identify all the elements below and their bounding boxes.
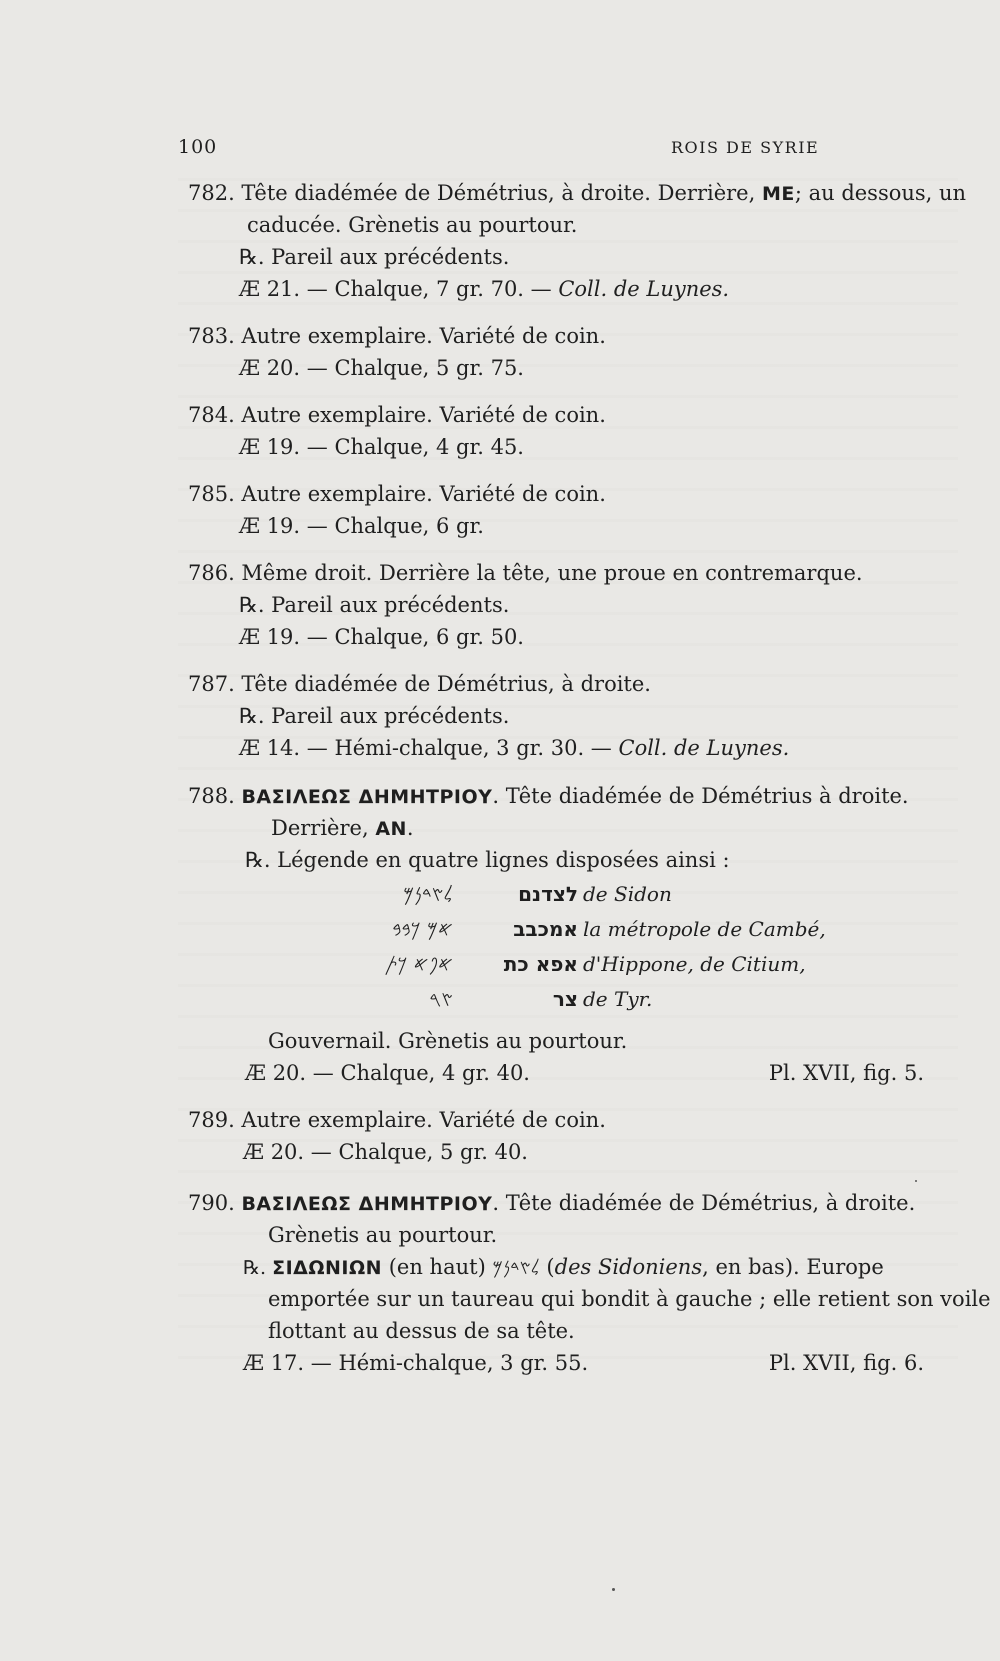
- paper-speck: [612, 1588, 615, 1591]
- reverse-line: ℞. Légende en quatre lignes disposées ainsi :: [245, 848, 730, 872]
- legend-line-4: [218, 987, 718, 1019]
- reverse-line: ℞. Pareil aux précédents.: [239, 593, 510, 617]
- catalog-entry-787: [188, 668, 928, 764]
- paper-speck: [915, 1180, 917, 1182]
- legend-line-3: [218, 952, 806, 984]
- phoenician-legend: 𐤋𐤑𐤃𐤍𐤌: [403, 882, 453, 906]
- entry-line: 786. Même droit. Derrière la tête, une proue en contremarque.: [188, 561, 863, 585]
- entry-line: flottant au dessus de sa tête.: [268, 1319, 575, 1343]
- reverse-line: ℞. Pareil aux précédents.: [239, 245, 510, 269]
- phoenician-legend: 𐤀𐤌 𐤊𐤁𐤁: [392, 917, 453, 941]
- running-title: ROIS DE SYRIE: [671, 138, 820, 157]
- catalog-entry-785: [188, 478, 928, 542]
- running-header: [178, 136, 926, 162]
- greek-legend: ME: [761, 183, 795, 205]
- weight-line: Æ 14. — Hémi-chalque, 3 gr. 30. — Coll. de Luynes.: [239, 736, 790, 760]
- entry-line: 788. ΒΑΣΙΛΕΩΣ ΔΗΜΗΤΡΙΟΥ. Tête diadémée de Démétrius à droite.: [188, 784, 909, 808]
- weight-line: Æ 17. — Hémi-chalque, 3 gr. 55. Pl. XVII, fig. 6.: [188, 1347, 928, 1379]
- legend-translation: de Tyr.: [583, 987, 653, 1011]
- hebrew-transcription: צר: [552, 987, 578, 1011]
- greek-legend: AN: [375, 818, 407, 840]
- hebrew-transcription: אפא כת: [503, 952, 578, 976]
- phoenician-legend: 𐤑𐤓: [429, 987, 453, 1011]
- weight-line: Æ 19. — Chalque, 6 gr.: [239, 514, 484, 538]
- weight-line: Æ 19. — Chalque, 6 gr. 50.: [239, 625, 524, 649]
- entry-line: Derrière, AN.: [271, 816, 414, 840]
- entry-line: caducée. Grènetis au pourtour.: [247, 213, 578, 237]
- weight-line: Æ 19. — Chalque, 4 gr. 45.: [239, 435, 524, 459]
- entry-line: Grènetis au pourtour.: [268, 1223, 498, 1247]
- entry-line: 790. ΒΑΣΙΛΕΩΣ ΔΗΜΗΤΡΙΟΥ. Tête diadémée de Démétrius, à droite.: [188, 1191, 916, 1215]
- legend-translation: de Sidon: [583, 882, 672, 906]
- hebrew-transcription: לצדנם: [518, 882, 578, 906]
- reverse-line: ℞. ΣΙΔΩΝΙΩΝ (en haut) 𐤋𐤑𐤃𐤍𐤌 (des Sidoniens, en bas). Europe: [243, 1255, 884, 1279]
- entry-line: 787. Tête diadémée de Démétrius, à droite.: [188, 672, 651, 696]
- catalog-entry-790: [188, 1187, 991, 1379]
- catalog-entry-788-cont: [188, 1025, 928, 1089]
- reverse-line: ℞. Pareil aux précédents.: [239, 704, 510, 728]
- greek-legend: ΒΑΣΙΛΕΩΣ ΔΗΜΗΤΡΙΟΥ: [241, 1193, 493, 1215]
- weight-line: Æ 20. — Chalque, 5 gr. 40.: [243, 1140, 528, 1164]
- legend-line-1: [218, 882, 718, 914]
- entry-line: 782. Tête diadémée de Démétrius, à droite. Derrière, ME; au dessous, un: [188, 181, 967, 205]
- collection-name: Coll. de Luynes.: [558, 277, 730, 301]
- entry-line: 785. Autre exemplaire. Variété de coin.: [188, 482, 606, 506]
- catalog-entry-783: [188, 320, 928, 384]
- weight-line: Æ 20. — Chalque, 5 gr. 75.: [239, 356, 524, 380]
- phoenician-legend: 𐤋𐤑𐤃𐤍𐤌: [492, 1257, 540, 1279]
- catalog-entry-782: [188, 177, 967, 305]
- weight-line: Æ 21. — Chalque, 7 gr. 70. — Coll. de Luynes.: [239, 277, 730, 301]
- page-number: 100: [178, 136, 218, 158]
- phoenician-legend: 𐤀𐤐𐤀 𐤊𐤕: [384, 952, 453, 976]
- legend-translation: d'Hippone, de Citium,: [583, 952, 806, 976]
- catalog-entry-788: [188, 780, 928, 876]
- entry-line: 784. Autre exemplaire. Variété de coin.: [188, 403, 606, 427]
- weight-line: Æ 20. — Chalque, 4 gr. 40. Pl. XVII, fig. 5.: [188, 1057, 928, 1089]
- entry-line: emportée sur un taureau qui bondit à gauche ; elle retient son voile: [268, 1287, 991, 1311]
- collection-name: Coll. de Luynes.: [618, 736, 790, 760]
- catalog-entry-789: [188, 1104, 928, 1168]
- entry-line: 783. Autre exemplaire. Variété de coin.: [188, 324, 606, 348]
- legend-translation: la métropole de Cambé,: [583, 917, 826, 941]
- plate-reference: Pl. XVII, fig. 5.: [768, 1061, 924, 1085]
- legend-line-2: [218, 917, 826, 949]
- entry-line: Gouvernail. Grènetis au pourtour.: [268, 1029, 628, 1053]
- entry-line: 789. Autre exemplaire. Variété de coin.: [188, 1108, 606, 1132]
- catalog-entry-786: [188, 557, 928, 653]
- plate-reference: Pl. XVII, fig. 6.: [768, 1351, 924, 1375]
- greek-legend: ΣΙΔΩΝΙΩΝ: [272, 1257, 383, 1279]
- greek-legend: ΒΑΣΙΛΕΩΣ ΔΗΜΗΤΡΙΟΥ: [241, 786, 493, 808]
- hebrew-transcription: אמכבב: [513, 917, 578, 941]
- catalog-entry-784: [188, 399, 928, 463]
